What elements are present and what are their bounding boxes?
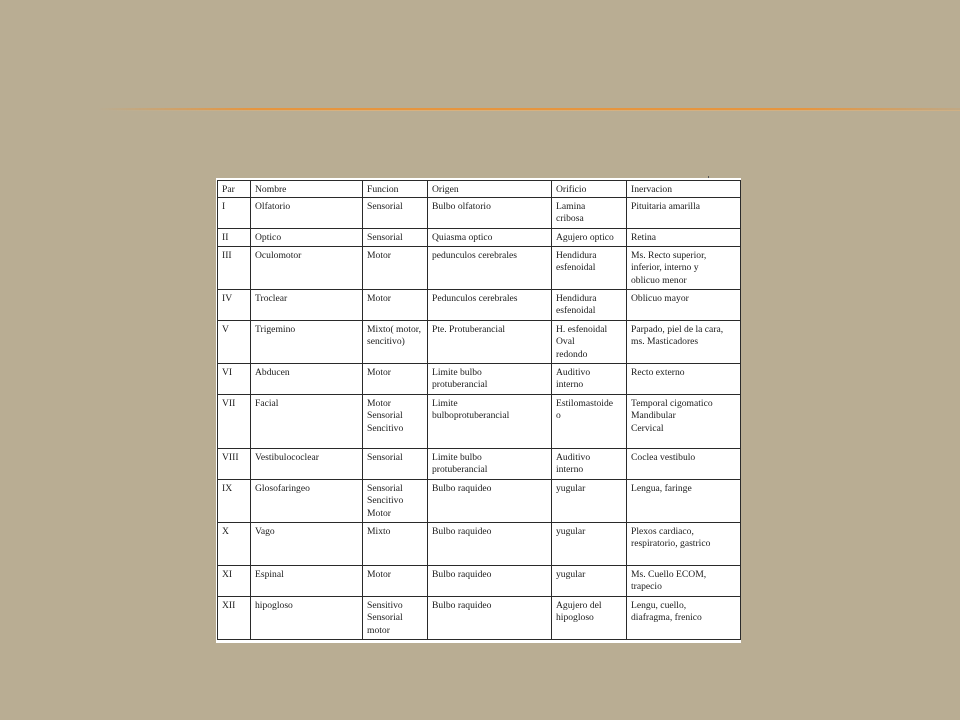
cell-funcion: Sensitivo Sensorial motor: [363, 597, 428, 640]
cell-nombre: Oculomotor: [251, 247, 363, 290]
cell-orificio: H. esfenoidal Oval redondo: [552, 321, 627, 364]
accent-line-glow: [98, 110, 960, 111]
cell-par: VII: [218, 395, 251, 449]
cell-funcion: Sensorial: [363, 198, 428, 229]
cell-origen: Limite bulbo protuberancial: [428, 449, 552, 480]
cell-funcion: Sensorial: [363, 229, 428, 247]
cell-orificio: Agujero del hipogloso: [552, 597, 627, 640]
table-row: [218, 290, 741, 321]
cell-orificio: yugular: [552, 566, 627, 597]
cell-nombre: Espinal: [251, 566, 363, 597]
cell-inervacion: Retina: [627, 229, 741, 247]
cell-nombre: hipogloso: [251, 597, 363, 640]
cell-origen: Bulbo raquideo: [428, 523, 552, 566]
table-row: [218, 523, 741, 566]
header-inervacion: Inervacion: [627, 181, 741, 198]
cell-orificio: yugular: [552, 523, 627, 566]
table-header-row: [218, 181, 741, 198]
cell-funcion: Sensorial: [363, 449, 428, 480]
cell-inervacion: Plexos cardiaco, respiratorio, gastrico: [627, 523, 741, 566]
cell-orificio: Hendidura esfenoidal: [552, 247, 627, 290]
cranial-nerves-table: [217, 180, 741, 640]
cell-par: VIII: [218, 449, 251, 480]
table-row: [218, 364, 741, 395]
cell-funcion: Motor: [363, 247, 428, 290]
table-row: [218, 321, 741, 364]
table-row: [218, 449, 741, 480]
cell-inervacion: Lengu, cuello, diafragma, frenico: [627, 597, 741, 640]
cell-funcion: Motor: [363, 364, 428, 395]
cell-nombre: Optico: [251, 229, 363, 247]
cell-orificio: Hendidura esfenoidal: [552, 290, 627, 321]
table-row: [218, 198, 741, 229]
table-row: [218, 597, 741, 640]
cell-origen: Bulbo raquideo: [428, 480, 552, 523]
table-row: [218, 566, 741, 597]
cell-nombre: Abducen: [251, 364, 363, 395]
cell-origen: Bulbo raquideo: [428, 566, 552, 597]
cell-origen: Bulbo raquideo: [428, 597, 552, 640]
cell-nombre: Facial: [251, 395, 363, 449]
cell-inervacion: Coclea vestibulo: [627, 449, 741, 480]
cell-inervacion: Recto externo: [627, 364, 741, 395]
header-funcion: Funcion: [363, 181, 428, 198]
cell-origen: Limite bulbo protuberancial: [428, 364, 552, 395]
cell-par: III: [218, 247, 251, 290]
cranial-nerves-table-image: [216, 178, 741, 643]
cell-par: XII: [218, 597, 251, 640]
cell-origen: pedunculos cerebrales: [428, 247, 552, 290]
cell-orificio: Agujero optico: [552, 229, 627, 247]
cell-nombre: Vestibulococlear: [251, 449, 363, 480]
cell-funcion: Motor: [363, 290, 428, 321]
cell-funcion: Motor: [363, 566, 428, 597]
cell-inervacion: Ms. Cuello ECOM, trapecio: [627, 566, 741, 597]
cell-inervacion: Lengua, faringe: [627, 480, 741, 523]
table-row: [218, 395, 741, 449]
header-orificio: Orificio: [552, 181, 627, 198]
table-row: [218, 480, 741, 523]
cell-origen: Bulbo olfatorio: [428, 198, 552, 229]
cell-orificio: Lamina cribosa: [552, 198, 627, 229]
cell-inervacion: Temporal cigomatico Mandibular Cervical: [627, 395, 741, 449]
cell-inervacion: Pituitaria amarilla: [627, 198, 741, 229]
header-nombre: Nombre: [251, 181, 363, 198]
cell-origen: Quiasma optico: [428, 229, 552, 247]
cell-par: XI: [218, 566, 251, 597]
cell-funcion: Motor Sensorial Sencitivo: [363, 395, 428, 449]
cell-par: V: [218, 321, 251, 364]
cell-inervacion: Ms. Recto superior, inferior, interno y oblicuo menor: [627, 247, 741, 290]
cell-inervacion: Oblicuo mayor: [627, 290, 741, 321]
cell-origen: Pedunculos cerebrales: [428, 290, 552, 321]
cell-par: I: [218, 198, 251, 229]
table-row: [218, 247, 741, 290]
cell-nombre: Trigemino: [251, 321, 363, 364]
cell-par: II: [218, 229, 251, 247]
cell-par: VI: [218, 364, 251, 395]
cell-par: X: [218, 523, 251, 566]
cell-nombre: Troclear: [251, 290, 363, 321]
cell-orificio: Estilomastoide o: [552, 395, 627, 449]
cell-origen: Limite bulboprotuberancial: [428, 395, 552, 449]
cell-orificio: yugular: [552, 480, 627, 523]
cell-nombre: Glosofaringeo: [251, 480, 363, 523]
cell-inervacion: Parpado, piel de la cara, ms. Masticadores: [627, 321, 741, 364]
cell-par: IV: [218, 290, 251, 321]
cell-funcion: Mixto( motor, sencitivo): [363, 321, 428, 364]
cell-orificio: Auditivo interno: [552, 364, 627, 395]
cell-nombre: Olfatorio: [251, 198, 363, 229]
cell-funcion: Mixto: [363, 523, 428, 566]
header-par: Par: [218, 181, 251, 198]
cell-origen: Pte. Protuberancial: [428, 321, 552, 364]
cell-orificio: Auditivo interno: [552, 449, 627, 480]
cell-funcion: Sensorial Sencitivo Motor: [363, 480, 428, 523]
table-row: [218, 229, 741, 247]
cell-nombre: Vago: [251, 523, 363, 566]
header-origen: Origen: [428, 181, 552, 198]
cell-par: IX: [218, 480, 251, 523]
